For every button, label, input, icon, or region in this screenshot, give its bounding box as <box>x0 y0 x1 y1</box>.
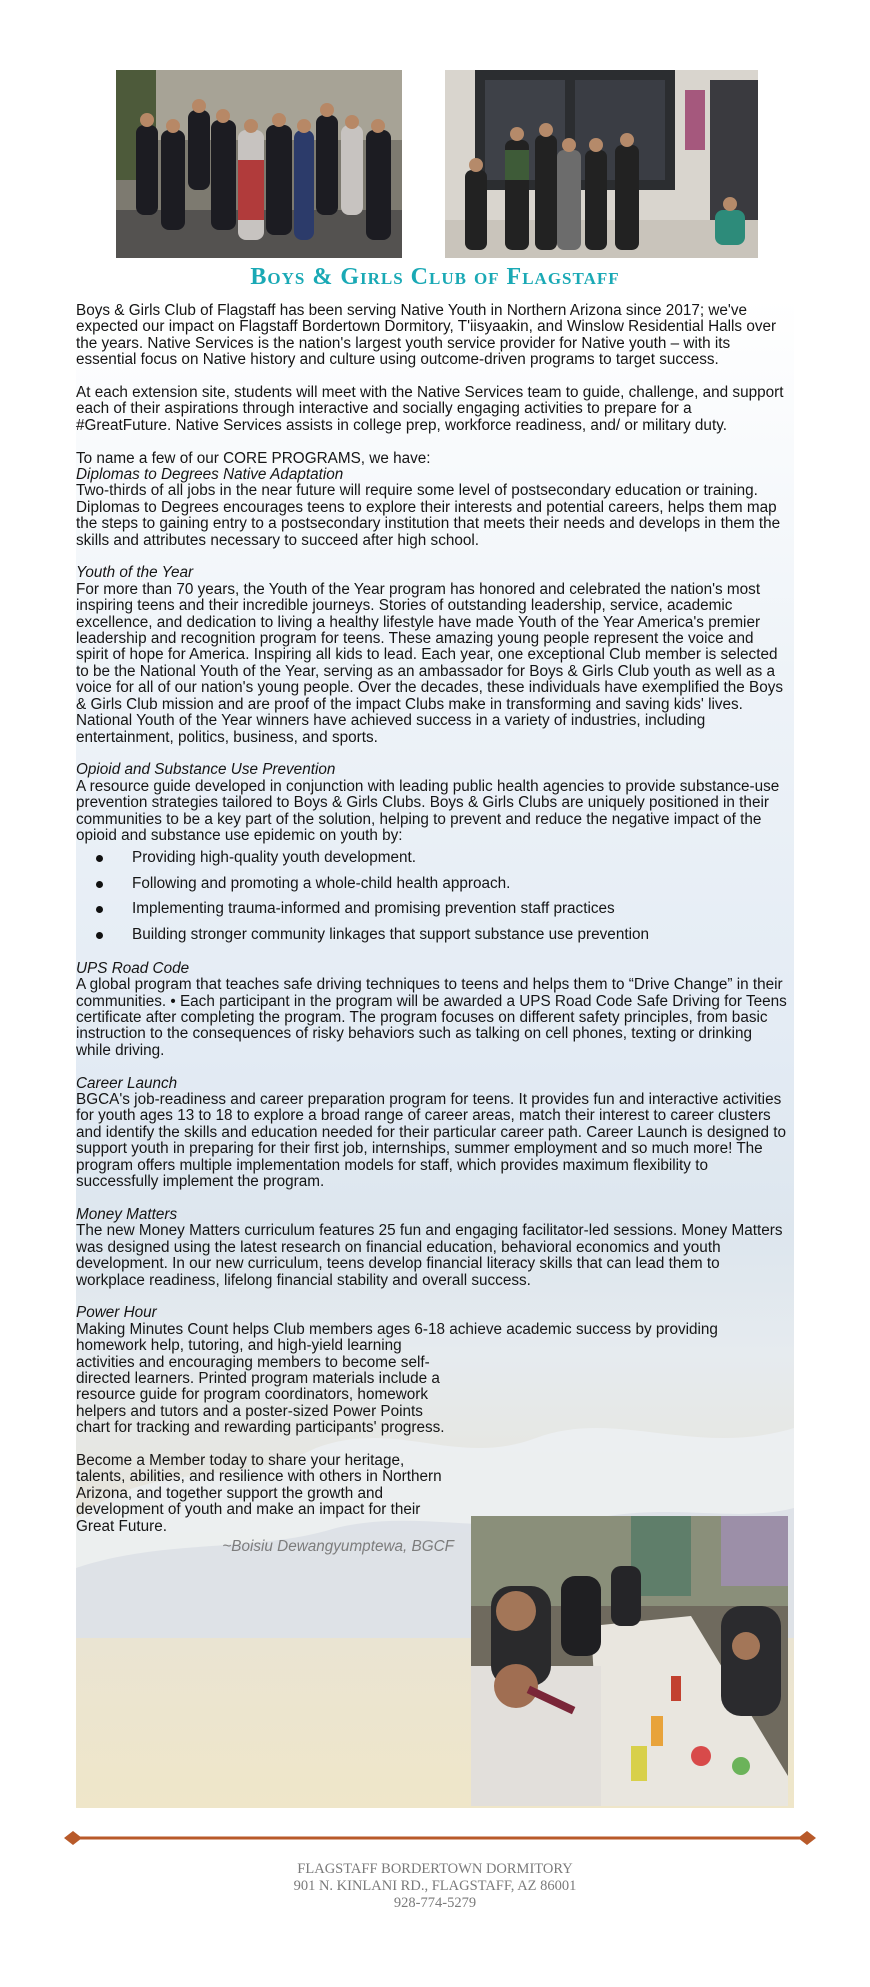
power-hour-body: homework help, tutoring, and high-yield learning activities and encouraging members to become self-directed learners. Printed program materials include a resource guide for program coordinators, homework helpers and tutors and a poster-sized Power Points chart for tracking and rewarding participants' progress. <box>76 1337 445 1437</box>
footer-street-address: 901 N. KINLANI RD., FLAGSTAFF, AZ 86001 <box>293 1878 577 1894</box>
power-hour-body-first-line: Making Minutes Count helps Club members ages 6-18 achieve academic success by providing <box>76 1320 718 1338</box>
list-item: Providing high-quality youth development. <box>76 850 788 866</box>
diplomas-body: Two-thirds of all jobs in the near future will require some level of postsecondary education or training. Diplomas to Degrees encourages teens to explore their interests and potential careers, helps them map the steps to gaining entry to a postsecondary institution that meets their needs and develops in them the skills and attributes necessary to succeed after high school. <box>76 482 781 549</box>
career-heading: Career Launch <box>76 1074 178 1092</box>
list-item: Following and promoting a whole-child health approach. <box>76 876 788 892</box>
diplomas-heading: Diplomas to Degrees Native Adaptation <box>76 466 344 484</box>
ups-heading: UPS Road Code <box>76 959 190 977</box>
opioid-bullet-list <box>76 850 788 943</box>
closing-paragraph: Become a Member today to share your heritage, talents, abilities, and resilience with others in Northern Arizona, and together support the growth and development of youth and make an impact for their Great Future. <box>76 1451 442 1535</box>
money-body: The new Money Matters curriculum features 25 fun and engaging facilitator-led sessions. Money Matters was designed using the latest research on financial education, behavioral economics and youth development. In our new curriculum, teens develop financial literacy skills that can lead them to workplace readiness, lifelong financial stability and overall success. <box>76 1222 783 1289</box>
activity-photo <box>471 1516 788 1806</box>
money-heading: Money Matters <box>76 1205 178 1223</box>
footer-address <box>0 1861 870 1912</box>
group-photo-indoor <box>445 70 758 258</box>
footer-org-name: FLAGSTAFF BORDERTOWN DORMITORY <box>297 1861 573 1877</box>
career-body: BGCA's job-readiness and career preparation program for teens. It provides fun and interactive activities for youth ages 13 to 18 to explore a broad range of career areas, match their interest to career clusters and identify the skills and education needed for their particular career path. Career Launch is designed to support youth in preparing for their first job, internships, summer employment and so much more! The program offers multiple implementation models for staff, which provides maximum flexibility to successfully implement the program. <box>76 1091 787 1191</box>
main-content <box>76 303 788 1555</box>
youth-of-year-heading: Youth of the Year <box>76 564 194 582</box>
intro-paragraph-2: At each extension site, students will meet with the Native Services team to guide, challenge, and support each of their aspirations through interactive and socially engaging activities to prepare for a #GreatFuture. Native Services assists in college prep, workforce readiness, and/ or military duty. <box>76 384 784 434</box>
page-title: Boys & Girls Club of Flagstaff <box>250 264 620 290</box>
opioid-heading: Opioid and Substance Use Prevention <box>76 761 336 779</box>
youth-of-year-body: For more than 70 years, the Youth of the Year program has honored and celebrated the nation's most inspiring teens and their incredible journeys. Stories of outstanding leadership, service, academic excellence, and dedication to living a healthy lifestyle have made Youth of the Year America's premier leadership and recognition program for teens. These amazing young people represent the voice and spirit of hope for America. Inspiring all kids to lead. Each year, one exceptional Club member is selected to be the National Youth of the Year, serving as an ambassador for Boys & Girls Club youth as well as a voice for all of our nation's young people. Over the decades, these individuals have exemplified the Boys & Girls Club mission and are proof of the impact Clubs make in transforming and saving kids' lives. National Youth of the Year winners have achieved success in a variety of industries, including entertainment, politics, business, and sports. <box>76 580 784 746</box>
group-photo-outdoor <box>116 70 402 258</box>
list-item: Building stronger community linkages that support substance use prevention <box>76 927 788 943</box>
list-item: Implementing trauma-informed and promising prevention staff practices <box>76 901 788 917</box>
core-programs-intro: To name a few of our CORE PROGRAMS, we have: <box>76 449 431 467</box>
footer-phone: 928-774-5279 <box>393 1895 477 1911</box>
power-hour-heading: Power Hour <box>76 1304 157 1322</box>
opioid-body: A resource guide developed in conjunction with leading public health agencies to provide substance-use prevention strategies tailored to Boys & Girls Clubs. Boys & Girls Clubs are uniquely positioned in their communities to be a key part of the solution, helping to prevent and reduce the negative impact of the opioid and substance use epidemic on youth by: <box>76 777 780 844</box>
intro-paragraph-1: Boys & Girls Club of Flagstaff has been serving Native Youth in Northern Arizona since 2017; we've expected our impact on Flagstaff Bordertown Dormitory, T'iisyaakin, and Winslow Residential Halls over the years. Native Services is the nation's largest youth service provider for Native youth – with its essential focus on Native history and culture using outcome-driven programs to target success. <box>76 302 777 369</box>
signature: ~Boisiu Dewangyumptewa, BGCF <box>222 1538 454 1555</box>
decorative-divider <box>64 1831 816 1845</box>
ups-body: A global program that teaches safe driving techniques to teens and helps them to “Drive Change” in their communities. • Each participant in the program will be awarded a UPS Road Code Safe Driving for Teens certificate after completing the program. The program focuses on different safety principles, from basic instruction to the consequences of risky behaviors such as talking on cell phones, texting or drinking while driving. <box>76 976 787 1059</box>
